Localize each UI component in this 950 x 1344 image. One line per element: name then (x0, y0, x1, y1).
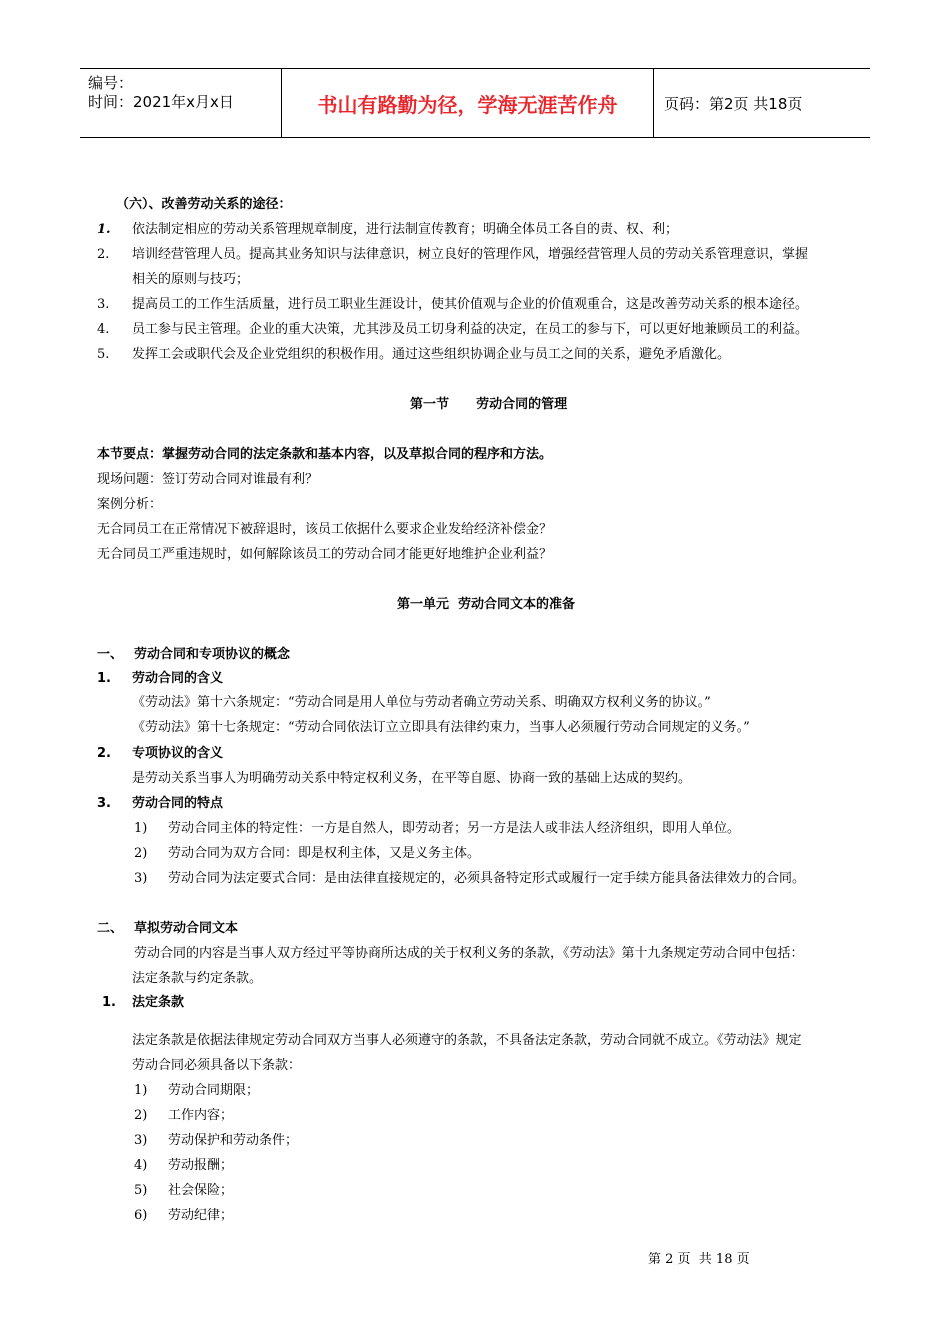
subsection-title: 劳动合同的特点 (132, 796, 224, 811)
list-number: 3) (134, 1133, 148, 1148)
list-item: 工作内容； (168, 1108, 234, 1123)
list-number: 3) (134, 871, 148, 886)
list-number: 4. (97, 322, 110, 337)
list-item: 社会保险； (168, 1183, 234, 1198)
subsection-number: 1. (97, 671, 111, 686)
list-item: 劳动保护和劳动条件； (168, 1133, 299, 1148)
list-number: 4) (134, 1158, 148, 1173)
part-title: 草拟劳动合同文本 (134, 921, 239, 936)
list-item: 劳动纪律； (168, 1208, 234, 1223)
part-number: 一、 (97, 647, 124, 662)
list-number: 5) (134, 1183, 148, 1198)
code-label: 编号： (88, 74, 134, 92)
case-question: 无合同员工严重违规时，如何解除该员工的劳动合同才能更好地维护企业利益？ (97, 547, 553, 562)
section-heading: 第一节 劳动合同的管理 (410, 397, 568, 412)
list-item: 提高员工的工作生活质量，进行员工职业生涯设计，使其价值观与企业的价值观重合，这是改善劳动关系的根本途径。 (132, 297, 809, 312)
page-footer: 第 2 页 共 18 页 (648, 1252, 750, 1267)
subsection-title: 劳动合同的含义 (132, 671, 224, 686)
list-number: 3. (97, 297, 110, 312)
part-title: 劳动合同和专项协议的概念 (134, 647, 291, 662)
quote-line: 《劳动法》第十七条规定：“劳动合同依法订立立即具有法律约束力，当事人必须履行劳动合同规定的义务。” (132, 720, 750, 735)
unit-heading: 第一单元 劳动合同文本的准备 (397, 597, 576, 612)
list-item: 发挥工会或职代会及企业党组织的积极作用。通过这些组织协调企业与员工之间的关系，避免矛盾激化。 (132, 347, 731, 362)
list-item: 劳动合同主体的特定性：一方是自然人，即劳动者；另一方是法人或非法人经济组织，即用人单位。 (168, 821, 741, 836)
list-number: 2) (134, 846, 148, 861)
list-item: 劳动报酬； (168, 1158, 234, 1173)
list-item: 劳动合同期限； (168, 1083, 260, 1098)
field-question: 现场问题：签订劳动合同对谁最有利？ (97, 472, 319, 487)
case-label: 案例分析： (97, 497, 163, 512)
paragraph: 是劳动关系当事人为明确劳动关系中特定权利义务，在平等自愿、协商一致的基础上达成的契约。 (132, 771, 692, 786)
paragraph: 劳动合同必须具备以下条款： (132, 1058, 302, 1073)
list-number: 1) (134, 821, 148, 836)
list-number: 1. (97, 222, 111, 237)
header-page-info: 页码：第2页 共18页 (664, 95, 803, 113)
header-divider (653, 69, 654, 137)
case-question: 无合同员工在正常情况下被辞退时，该员工依据什么要求企业发给经济补偿金？ (97, 522, 553, 537)
list-item: 依法制定相应的劳动关系管理规章制度，进行法制宣传教育；明确全体员工各自的责、权、利； (132, 222, 679, 237)
subsection-number: 1. (102, 995, 116, 1010)
header-motto: 书山有路勤为径，学海无涯苦作舟 (317, 92, 618, 117)
section6-title: （六）、改善劳动关系的途径： (116, 197, 292, 212)
quote-line: 《劳动法》第十六条规定：“劳动合同是用人单位与劳动者确立劳动关系、明确双方权利义务的协议。” (132, 695, 711, 710)
paragraph: 法定条款是依据法律规定劳动合同双方当事人必须遵守的条款，不具备法定条款，劳动合同就不成立。《劳动法》规定 (132, 1033, 802, 1048)
subsection-number: 3. (97, 796, 111, 811)
subsection-number: 2. (97, 746, 111, 761)
paragraph: 劳动合同的内容是当事人双方经过平等协商所达成的关于权利义务的条款，《劳动法》第十九条规定劳动合同中包括： (134, 946, 804, 961)
list-number: 5. (97, 347, 110, 362)
header-meta (80, 69, 280, 137)
page-header (80, 68, 870, 138)
list-item-continuation: 相关的原则与技巧； (132, 272, 250, 287)
list-item: 劳动合同为双方合同：即是权利主体，又是义务主体。 (168, 846, 481, 861)
list-number: 1) (134, 1083, 148, 1098)
list-item: 劳动合同为法定要式合同：是由法律直接规定的，必须具备特定形式或履行一定手续方能具备法律效力的合同。 (168, 871, 806, 886)
part-number: 二、 (97, 921, 124, 936)
date-label: 时间：2021年x月x日 (88, 93, 234, 111)
list-number: 6) (134, 1208, 148, 1223)
paragraph: 法定条款与约定条款。 (132, 971, 263, 986)
list-item: 员工参与民主管理。企业的重大决策，尤其涉及员工切身利益的决定，在员工的参与下，可以更好地兼顾员工的利益。 (132, 322, 809, 337)
subsection-title: 专项协议的含义 (132, 746, 224, 761)
subsection-title: 法定条款 (132, 995, 185, 1010)
list-item: 培训经营管理人员。提高其业务知识与法律意识，树立良好的管理作风，增强经营管理人员的劳动关系管理意识，掌握 (132, 247, 809, 262)
list-number: 2) (134, 1108, 148, 1123)
list-number: 2. (97, 247, 110, 262)
key-points: 本节要点：掌握劳动合同的法定条款和基本内容，以及草拟合同的程序和方法。 (97, 447, 553, 462)
